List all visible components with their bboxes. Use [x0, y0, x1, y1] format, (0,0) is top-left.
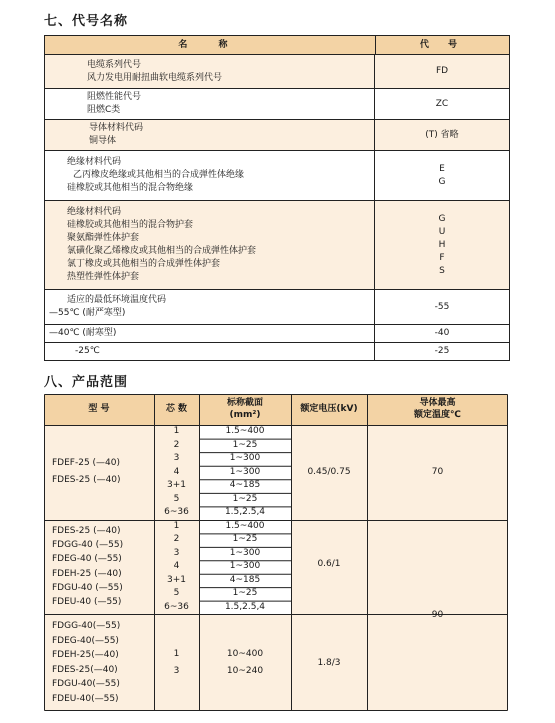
cross-section-value: 1~25: [232, 534, 258, 545]
header-code: 代 号: [419, 40, 466, 50]
header-voltage: 额定电压(kV): [300, 404, 358, 414]
cross-section-value: 1~300: [229, 466, 261, 477]
code-row-code: [375, 201, 509, 289]
header-cross-section-unit: (mm²): [229, 410, 261, 420]
code-row-name-line: 热塑性弹性体护套: [67, 272, 140, 282]
cross-section-value: 1~25: [232, 588, 258, 599]
core-count: 5: [173, 493, 180, 504]
temperature-value: 90: [431, 610, 444, 620]
core-count: 3+1: [167, 574, 186, 585]
model-name: FDES-25(—40): [52, 664, 118, 675]
code-value: FD: [435, 66, 449, 76]
header-cross-section: 标称截面: [226, 398, 263, 408]
model-name: FDEU-40 (—55): [52, 597, 122, 607]
code-row-name-line: 适应的最低环境温度代码: [67, 295, 167, 305]
code-row-name-line: 阻燃性能代号: [87, 92, 142, 102]
model-name: FDES-25 (—40): [52, 526, 121, 536]
code-row-name-line: 导体材料代码: [89, 123, 144, 133]
core-count: 3: [173, 547, 180, 558]
section-title-products: 八、产品范围: [44, 375, 129, 390]
core-count: 6~36: [164, 601, 189, 612]
cross-section-value: 10~240: [226, 666, 264, 676]
code-row: [45, 120, 509, 151]
code-row-code: [375, 89, 509, 119]
code-row-name: [45, 325, 375, 342]
code-value: U: [438, 226, 446, 237]
code-names-table: [44, 35, 510, 361]
code-row-name-line: 电缆系列代号: [87, 59, 142, 70]
cross-section-value: 1.5,2.5,4: [224, 507, 266, 518]
code-row-name-line: —40℃ (耐寒型): [49, 328, 117, 338]
code-row: [45, 290, 509, 325]
core-count: 5: [173, 588, 180, 599]
cross-section-value: 1.5~400: [225, 521, 265, 531]
code-value: G: [438, 213, 446, 224]
cross-section-value: 4~185: [229, 574, 261, 585]
core-count: 3: [173, 666, 180, 676]
code-row-name-line: 阻燃C类: [87, 105, 121, 115]
core-count: 3: [173, 453, 180, 464]
core-count: 4: [173, 466, 180, 477]
section-title-codes: 七、代号名称: [44, 14, 129, 29]
code-value: (T) 省略: [425, 129, 459, 140]
model-name: FDEF-25 (—40): [52, 458, 121, 468]
code-row: [45, 151, 509, 201]
code-row-name-line: 风力发电用耐扭曲软电缆系列代号: [87, 72, 223, 83]
core-count: 3+1: [167, 480, 186, 491]
code-value: -25: [434, 346, 450, 356]
code-row-code: [375, 290, 509, 324]
core-count: 1: [173, 426, 180, 436]
model-name: FDGG-40(—55): [52, 621, 121, 631]
model-name: FDES-25 (—40): [52, 475, 121, 485]
code-row-name: [45, 89, 375, 119]
code-value: F: [439, 252, 445, 263]
code-value: H: [438, 239, 446, 250]
code-row-code: [375, 343, 509, 360]
code-row-name: [45, 201, 375, 289]
core-count: 4: [173, 561, 180, 572]
code-row-name-line: 绝缘材料代码: [67, 207, 122, 217]
voltage-value: 1.8/3: [317, 658, 341, 668]
code-value: ZC: [435, 98, 449, 109]
code-value: -40: [434, 328, 450, 338]
code-value: E: [439, 163, 445, 174]
model-name: FDEG-40(—55): [52, 635, 119, 646]
code-value: G: [438, 176, 446, 187]
model-name: FDEG-40 (—55): [52, 554, 122, 565]
code-row-code: [375, 120, 509, 150]
code-row: [45, 325, 509, 343]
product-range-table: [44, 394, 508, 711]
model-name: FDEH-25(—40): [52, 650, 119, 661]
core-count: 1: [173, 649, 180, 659]
code-row-name-line: 绝缘材料代码: [67, 157, 122, 167]
cross-section-value: 1.5,2.5,4: [224, 601, 266, 612]
model-name: FDEH-25 (—40): [52, 568, 122, 579]
code-row: [45, 55, 509, 89]
header-temp-line2: 额定温度℃: [414, 410, 461, 420]
code-row-name-line: 乙丙橡皮绝缘或其他相当的合成弹性体绝缘: [73, 170, 245, 180]
code-row-code: [375, 55, 509, 88]
code-value: S: [439, 265, 445, 276]
code-value: -55: [434, 301, 450, 312]
cross-section-value: 1~300: [229, 547, 261, 558]
code-row-name: [45, 151, 375, 200]
code-row-name-line: 硅橡胶或其他相当的混合物绝缘: [67, 183, 194, 193]
header-model: 型 号: [88, 404, 110, 414]
code-row-name-line: 铜导体: [89, 136, 117, 146]
code-row-name-line: —55℃ (耐严寒型): [49, 308, 126, 318]
code-row-name-line: 聚氨酯弹性体护套: [67, 233, 140, 243]
core-count: 6~36: [164, 507, 189, 518]
model-name: FDGU-40 (—55): [52, 582, 123, 593]
code-row-name-line: 氯丁橡皮或其他相当的合成弹性体护套: [67, 259, 221, 269]
header-cores: 芯 数: [165, 404, 188, 414]
core-count: 2: [173, 439, 180, 450]
code-row-code: [375, 151, 509, 200]
code-row-name-line: 硅橡胶或其他相当的混合物护套: [67, 220, 194, 230]
cross-section-value: 10~400: [226, 649, 264, 659]
cross-section-value: 1.5~400: [225, 426, 265, 436]
code-row-code: [375, 325, 509, 342]
code-row-name-line: 氯磺化聚乙烯橡皮或其他相当的合成弹性体护套: [67, 246, 257, 256]
header-name: 名 称: [45, 36, 376, 54]
cross-section-value: 1~25: [232, 493, 258, 504]
code-row-name-line: -25℃: [75, 346, 100, 356]
code-row-name: [45, 55, 375, 88]
code-row-name: [45, 120, 375, 150]
code-row-name: [45, 290, 375, 324]
cross-section-value: 4~185: [229, 480, 261, 491]
temperature-value: 70: [431, 467, 444, 477]
code-row: [45, 343, 509, 360]
model-name: FDGG-40 (—55): [52, 540, 124, 551]
voltage-value: 0.45/0.75: [307, 467, 351, 477]
cross-section-value: 1~300: [229, 561, 261, 572]
model-name: FDGU-40(—55): [52, 679, 120, 690]
table-header: [45, 36, 509, 55]
code-row-name: [45, 343, 375, 360]
cross-section-value: 1~300: [229, 453, 261, 464]
voltage-value: 0.6/1: [317, 559, 341, 569]
code-row: [45, 89, 509, 120]
code-row: [45, 201, 509, 290]
cross-section-value: 1~25: [232, 439, 258, 450]
core-count: 1: [173, 521, 180, 531]
model-name: FDEU-40(—55): [52, 694, 119, 704]
header-temp-line1: 导体最高: [419, 398, 456, 408]
core-count: 2: [173, 534, 180, 545]
